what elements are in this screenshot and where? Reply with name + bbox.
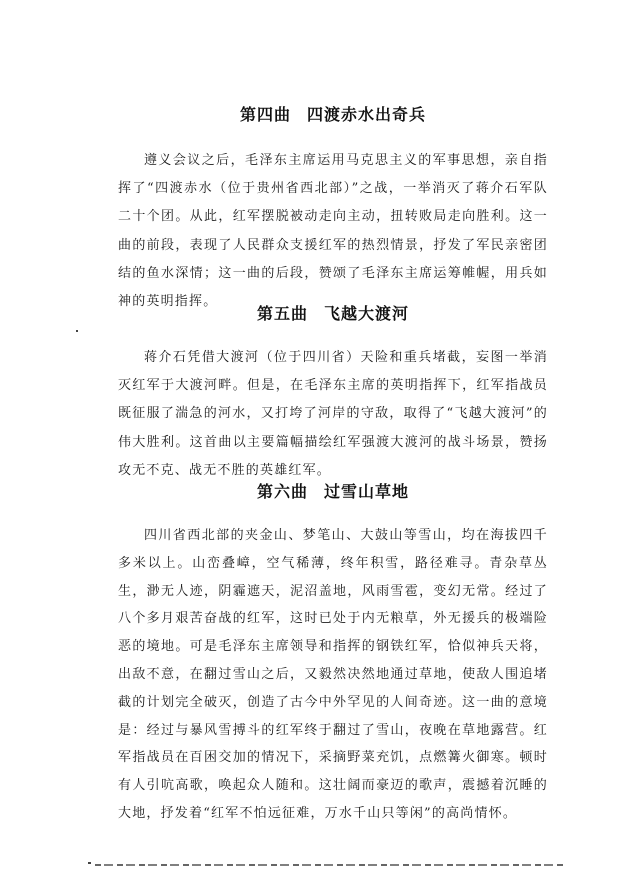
- section-heading: [118, 478, 548, 506]
- section-body: 遵义会议之后，毛泽东主席运用马克思主义的军事思想，亲自指挥了“四渡赤水（位于贵州省西北部）”之战，一举消灭了蒋介石军队二十个团。从此，红军摆脱被动走向主动，扭转败局走向胜利。这一曲的前段，表现了人民群众支援红军的热烈情景，抒发了军民亲密团结的鱼水深情；这一曲的后段，赞颂了毛泽东主席运筹帷幄，用兵如神的英明指挥。: [118, 153, 548, 310]
- movement-title: 过雪山草地: [324, 482, 410, 501]
- movement-number: 第四曲: [239, 105, 291, 124]
- movement-number: 第六曲: [256, 482, 308, 501]
- section-sixth-movement: [118, 478, 548, 828]
- section-heading: [118, 300, 548, 328]
- movement-number: 第五曲: [256, 304, 308, 323]
- scan-bottom-edge: [95, 864, 565, 866]
- scan-speck: [88, 862, 91, 864]
- scan-speck: [76, 330, 78, 332]
- section-body: 蒋介石凭借大渡河（位于四川省）天险和重兵堵截，妄图一举消灭红军于大渡河畔。但是，在毛泽东主席的英明指挥下，红军指战员既征服了湍急的河水，又打垮了河岸的守敌，取得了“飞越大渡河”的伟大胜利。这首曲以主要篇幅描绘红军强渡大渡河的战斗场景，赞扬攻无不克、战无不胜的英雄红军。: [118, 350, 548, 478]
- movement-title: 飞越大渡河: [324, 304, 410, 323]
- section-body: 四川省西北部的夹金山、梦笔山、大鼓山等雪山，均在海拔四千多米以上。山峦叠嶂，空气稀薄，终年积雪，路径难寻。青杂草丛生，渺无人迹，阴霾遮天，泥沼盖地，风雨雪雹，变幻无常。经过了八个多月艰苦奋战的红军，这时已处于内无粮草，外无援兵的极端险恶的境地。可是毛泽东主席领导和指挥的钢铁红军，恰似神兵天将，出敌不意，在翻过雪山之后，又毅然决然地通过草地，使敌人围追堵截的计划完全破灭，创造了古今中外罕见的人间奇迹。这一曲的意境是：经过与暴风雪搏斗的红军终于翻过了雪山，夜晚在草地露营。红军指战员在百困交加的情况下，采摘野菜充饥，点燃篝火御寒。顿时有人引吭高歌，唤起众人随和。这壮阔而豪迈的歌声，震撼着沉睡的大地，抒发着“红军不怕远征难，万水千山只等闲”的高尚情怀。: [118, 528, 548, 821]
- section-heading: [118, 101, 548, 129]
- section-fourth-movement: [118, 101, 548, 316]
- movement-title: 四渡赤水出奇兵: [307, 105, 427, 124]
- section-fifth-movement: [118, 300, 548, 485]
